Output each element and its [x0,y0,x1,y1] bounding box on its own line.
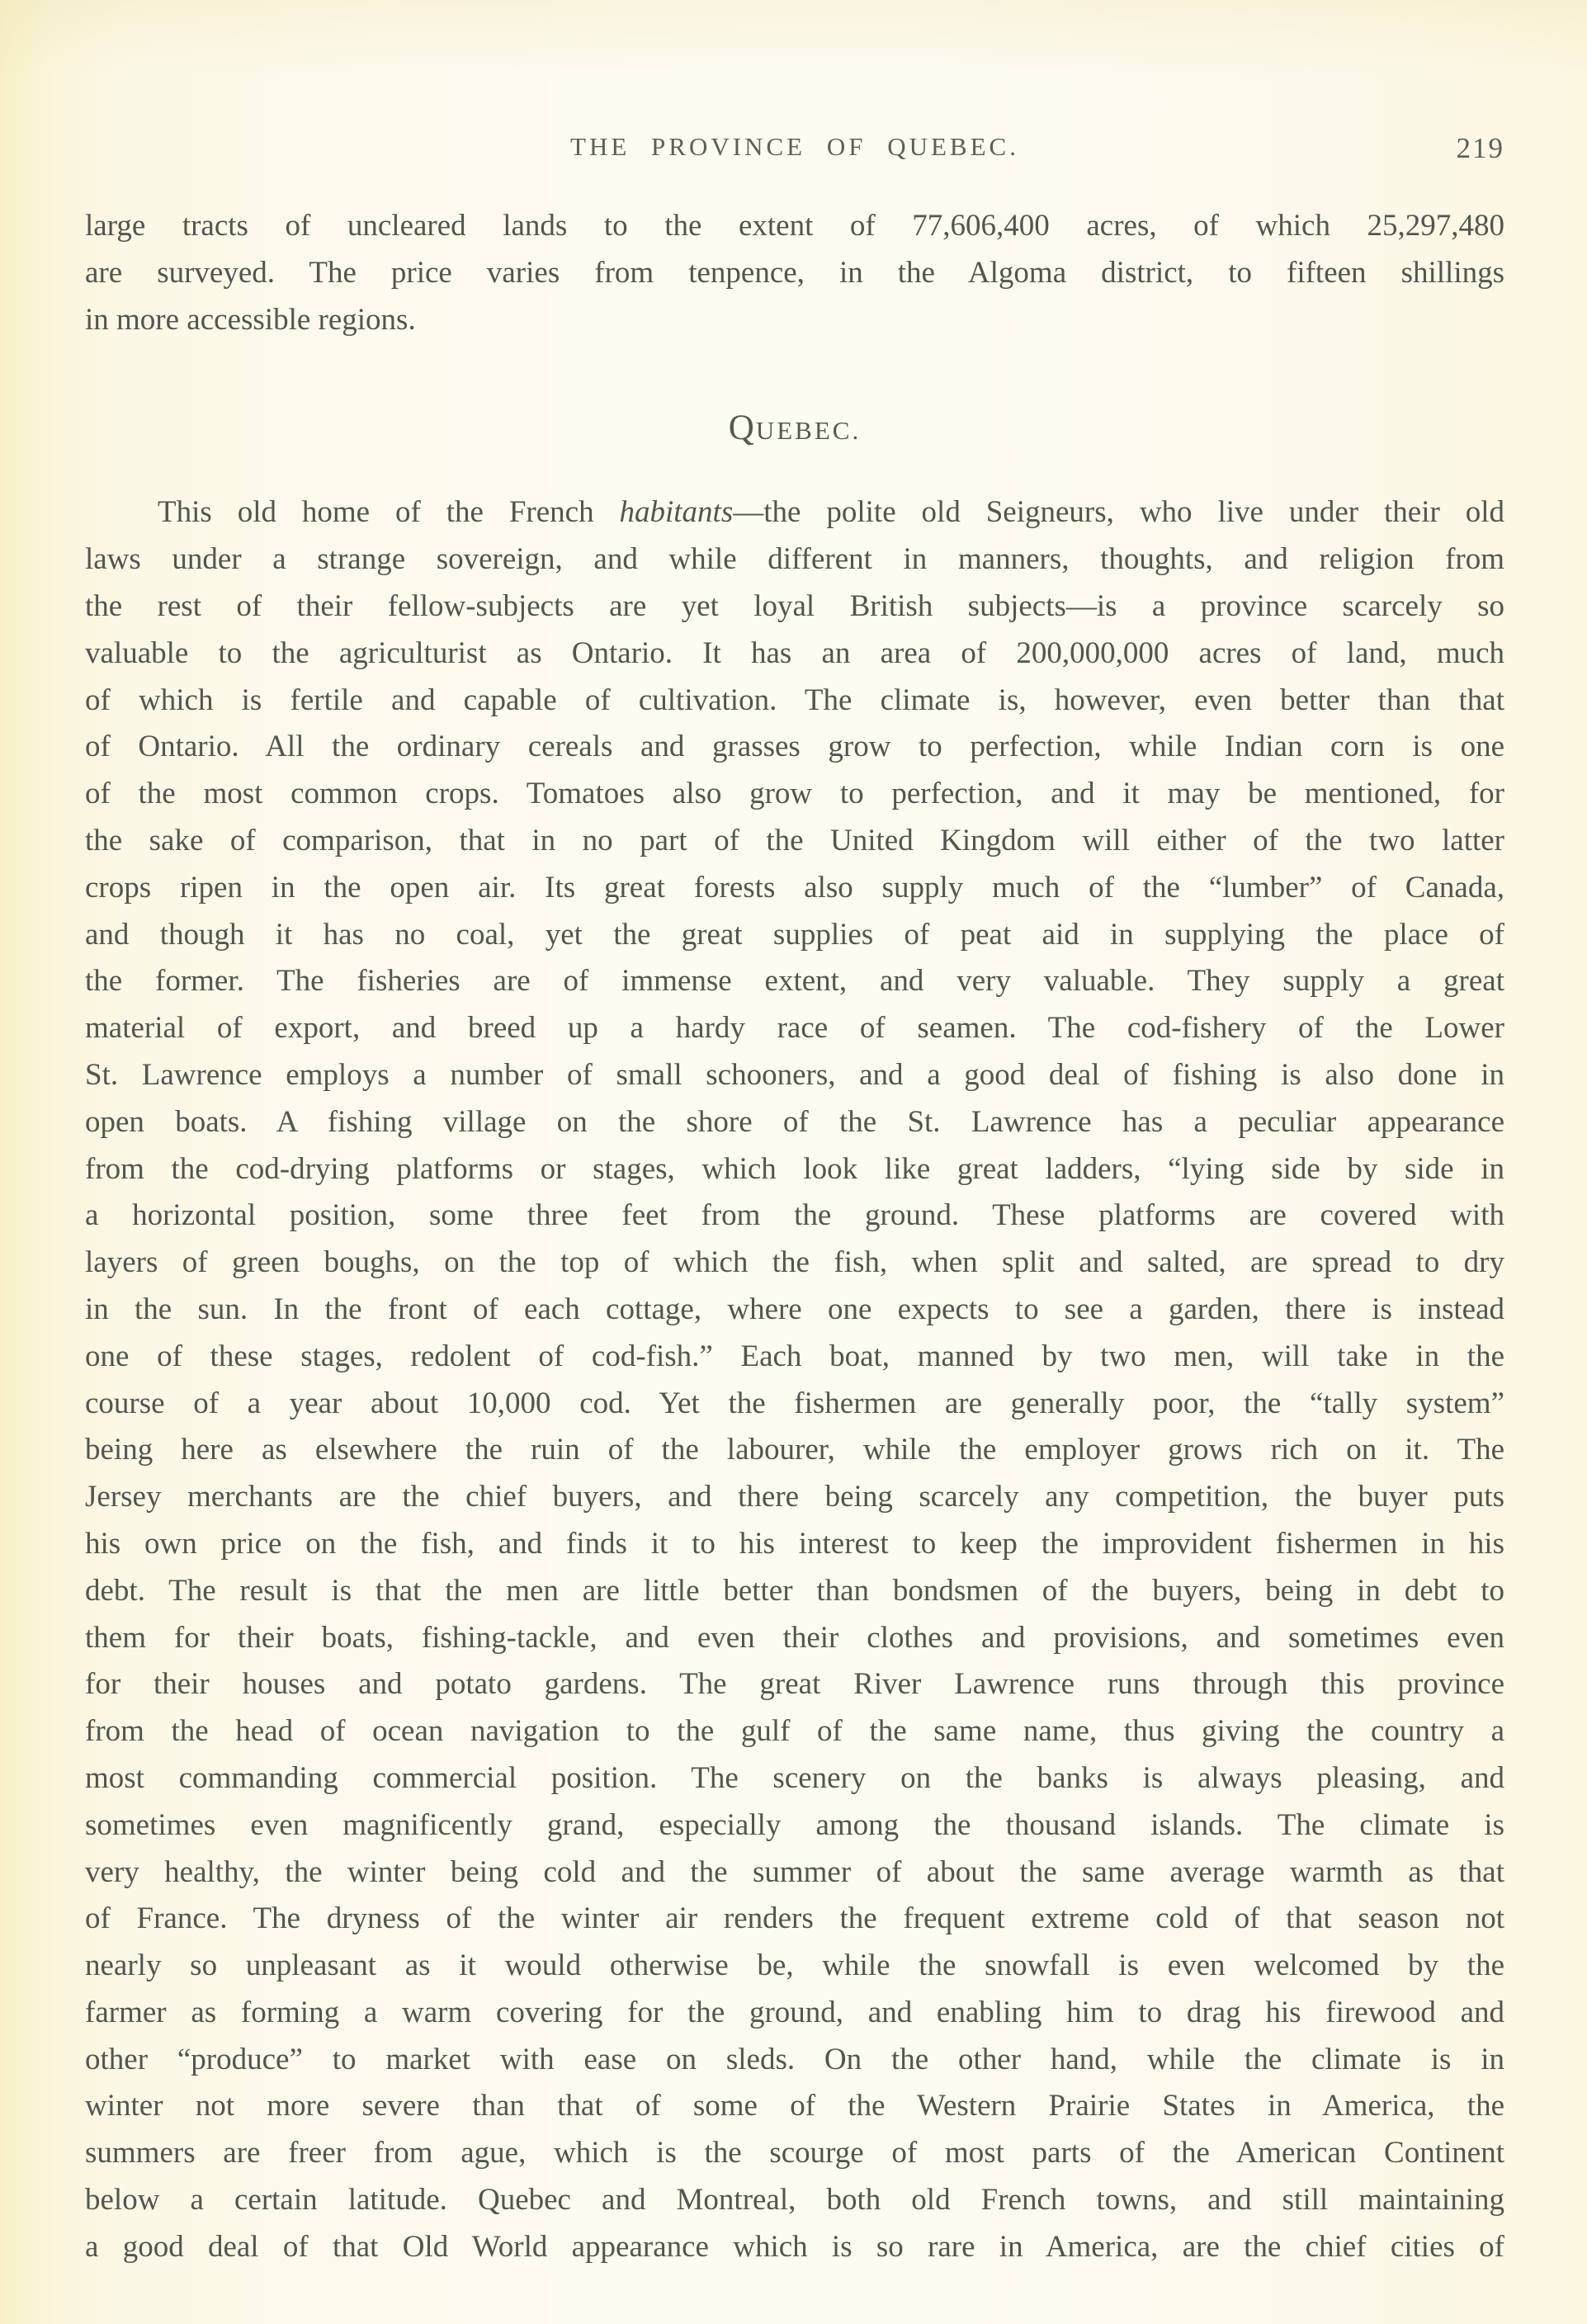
section-heading-initial: Q [728,409,756,448]
text-line: of France. The dryness of the winter air renders the frequent extreme cold of that season not [85,1901,1504,1936]
page-number: 219 [1456,132,1504,164]
text-line: course of a year about 10,000 cod. Yet the fishermen are generally poor, the “tally system” [85,1386,1504,1420]
text-line: crops ripen in the open air. Its great forests also supply much of the “lumber” of Canada, [85,870,1504,905]
running-header [85,132,1504,168]
text-line: debt. The result is that the men are little better than bondsmen of the buyers, being in debt to [85,1573,1504,1608]
text-line: one of these stages, redolent of cod-fish.” Each boat, manned by two men, will take in the [85,1339,1504,1373]
text-line: very healthy, the winter being cold and the summer of about the same average warmth as that [85,1854,1504,1889]
text-line: summers are freer from ague, which is the scourge of most parts of the American Continent [85,2136,1504,2170]
section-heading-rest: UEBEC. [755,416,862,446]
text-line: Jersey merchants are the chief buyers, and there being scarcely any competition, the buyer puts [85,1480,1504,1514]
text-line: laws under a strange sovereign, and while different in manners, thoughts, and religion from [85,542,1504,577]
text-line: sometimes even magnificently grand, especially among the thousand islands. The climate is [85,1807,1504,1842]
page-title: THE PROVINCE OF QUEBEC. [570,132,1019,161]
text-line: a good deal of that Old World appearance which is so rare in America, are the chief cities of [85,2229,1504,2264]
section-heading-quebec [85,408,1504,456]
text-line: farmer as forming a warm covering for the ground, and enabling him to drag his firewood and [85,1995,1504,2029]
text-line: layers of green boughs, on the top of which the fish, when split and salted, are spread to dry [85,1245,1504,1280]
text-line: most commanding commercial position. The scenery on the banks is always pleasing, and [85,1760,1504,1795]
text-line: from the head of ocean navigation to the gulf of the same name, thus giving the country a [85,1714,1504,1749]
text-line: St. Lawrence employs a number of small schooners, and a good deal of fishing is also done in [85,1057,1504,1092]
text-line: the rest of their fellow-subjects are yet loyal British subjects—is a province scarcely so [85,588,1504,623]
text-line: a horizontal position, some three feet from the ground. These platforms are covered with [85,1198,1504,1233]
text-line: other “produce” to market with ease on sleds. On the other hand, while the climate is in [85,2042,1504,2076]
text-line: his own price on the fish, and finds it to his interest to keep the improvident fishermen in his [85,1526,1504,1561]
text-line: below a certain latitude. Quebec and Montreal, both old French towns, and still maintaining [85,2183,1504,2218]
text-line: the sake of comparison, that in no part of the United Kingdom will either of the two latter [85,823,1504,857]
text-line: of which is fertile and capable of cultivation. The climate is, however, even better than that [85,683,1504,717]
text-line: winter not more severe than that of some of the Western Prairie States in America, the [85,2089,1504,2123]
text-line [85,489,1504,536]
line-segment: —the polite old Seigneurs, who live under their old [733,495,1504,530]
text-line: the former. The fisheries are of immense extent, and very valuable. They supply a great [85,964,1504,999]
text-line: nearly so unpleasant as it would otherwise be, while the snowfall is even welcomed by the [85,1948,1504,1983]
text-line: them for their boats, fishing-tackle, and even their clothes and provisions, and sometimes even [85,1620,1504,1655]
text-line: open boats. A fishing village on the shore of the St. Lawrence has a peculiar appearance [85,1104,1504,1139]
text-line: in more accessible regions. [85,302,416,337]
paragraph-justified-lines [85,203,1504,297]
paragraph-land-prices [85,203,1504,343]
text-line: of Ontario. All the ordinary cereals and grasses grow to perfection, while Indian corn is one [85,730,1504,764]
page-content [85,0,1504,2271]
text-line: from the cod-drying platforms or stages, which look like great ladders, “lying side by side in [85,1151,1504,1186]
text-line: of the most common crops. Tomatoes also grow to perfection, and it may be mentioned, for [85,777,1504,811]
text-line: in the sun. In the front of each cottage, where one expects to see a garden, there is instead [85,1292,1504,1326]
text-line: material of export, and breed up a hardy race of seamen. The cod-fishery of the Lower [85,1011,1504,1046]
line-segment: This old home of the French [158,495,620,530]
text-line: for their houses and potato gardens. The great River Lawrence runs through this province [85,1667,1504,1702]
line-segment-italic-habitants: habitants [619,495,734,530]
text-line: are surveyed. The price varies from tenpence, in the Algoma district, to fifteen shillings [85,255,1504,290]
text-line: being here as elsewhere the ruin of the labourer, while the employer grows rich on it. The [85,1433,1504,1467]
paragraph-quebec-description [85,489,1504,2270]
text-line: and though it has no coal, yet the great supplies of peat aid in supplying the place of [85,917,1504,952]
text-line: valuable to the agriculturist as Ontario. It has an area of 200,000,000 acres of land, much [85,635,1504,670]
text-line: large tracts of uncleared lands to the extent of 77,606,400 acres, of which 25,297,480 [85,209,1504,243]
paragraph-justified-lines [85,536,1504,2270]
